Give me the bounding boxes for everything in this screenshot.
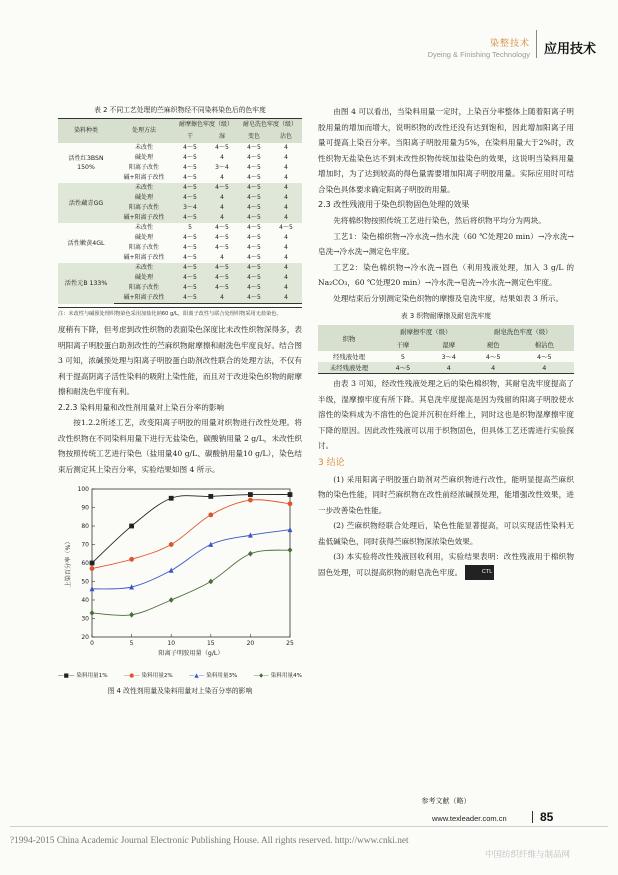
table2-head-change: 变色 bbox=[238, 131, 270, 143]
data-point bbox=[208, 513, 213, 518]
data-point bbox=[129, 524, 134, 529]
table2-cell: 4～5 bbox=[174, 153, 206, 163]
table2-cell: 4～5 bbox=[238, 223, 270, 233]
y-tick-label: 100 bbox=[77, 486, 89, 493]
table2-cell: 4 bbox=[206, 203, 238, 213]
table2-cell: 未改性 bbox=[114, 263, 174, 273]
y-tick-label: 40 bbox=[81, 597, 89, 604]
table2-caption: 表 2 不同工艺处理的苎麻织物经不同染料染色后的色牢度 bbox=[94, 106, 266, 114]
table2-cell: 4～5 bbox=[238, 283, 270, 293]
table3 bbox=[318, 325, 574, 373]
table2-cell: 4～5 bbox=[238, 243, 270, 253]
table-row bbox=[58, 263, 302, 273]
table2-cell: 4～5 bbox=[238, 153, 270, 163]
table2-cell: 4 bbox=[206, 173, 238, 183]
data-point bbox=[248, 551, 253, 557]
table2-cell: 4 bbox=[270, 283, 302, 293]
table2-cell: 4 bbox=[270, 143, 302, 153]
table2-head-dry: 干 bbox=[174, 131, 206, 143]
right-paragraph-5: 处理结束后分别测定染色织物的摩擦及皂洗牢度，结果如表 3 所示。 bbox=[333, 293, 564, 303]
left-paragraph-2: 按1.2.2所述工艺，改变阳离子明胶的用量对织物进行改性处理。将改性织物在不同染料用量下进行无盐染色，碳酸钠用量 2 g/L，未改性织物按照传统工艺进行染色（盐用量40 g/L、碳酸钠用量10 g/L），染色结束后测定其上染百分率，实验结果如图 4 所示。 bbox=[58, 418, 302, 474]
table3-head-fade: 褪色 bbox=[472, 338, 515, 351]
table2-cell: 4～5 bbox=[174, 233, 206, 243]
table2-cell: 阳离子改性 bbox=[114, 283, 174, 293]
header-divider bbox=[536, 30, 537, 58]
table2-cell: 阳离子改性 bbox=[114, 203, 174, 213]
journal-name-en: Dyeing & Finishing Technology bbox=[427, 50, 530, 59]
x-tick-label: 10 bbox=[167, 640, 176, 647]
table2-cell: 4～5 bbox=[206, 223, 238, 233]
process-1: 工艺1：染色棉织物→冷水洗→热水洗（60 ℃处理20 min）→冷水洗→皂洗→冷水洗→测定色牢度。 bbox=[318, 231, 574, 256]
data-point bbox=[288, 527, 293, 532]
figure4-chart bbox=[58, 483, 302, 683]
table2-cell: 未改性 bbox=[114, 223, 174, 233]
legend-label: 染料用量3% bbox=[206, 673, 238, 679]
table2-cell: 4～5 bbox=[238, 273, 270, 283]
table2-cell: 4 bbox=[270, 203, 302, 213]
table2-cell: 4～5 bbox=[206, 233, 238, 243]
table2-cell: 4～5 bbox=[238, 163, 270, 173]
table2-cell: 4～5 bbox=[238, 143, 270, 153]
table2-cell: 阳离子改性 bbox=[114, 163, 174, 173]
table2-head-wash: 耐皂洗色牢度（级） bbox=[238, 119, 302, 131]
heading-3-conclusion: 3 结论 bbox=[318, 457, 345, 468]
table-row bbox=[58, 223, 302, 233]
table2-cell: 4 bbox=[270, 293, 302, 304]
x-tick-label: 20 bbox=[246, 640, 255, 647]
conclusion-3-text: (3) 本实验将改性残液回收利用，实验结果表明：改性残液用于棉织物固色处理，可以提高织物的耐皂洗色牢度。 bbox=[318, 552, 574, 577]
legend-marker-icon: —■— bbox=[58, 673, 77, 679]
table2-note: 注：未改性与碱预处理织物染色采用加盐化钠60 g/L，阳离子改性与联合处理织物采用无盐染色。 bbox=[58, 307, 302, 318]
data-point bbox=[169, 496, 174, 501]
table2-cell: 4～5 bbox=[270, 223, 302, 233]
figure4-legend bbox=[58, 671, 302, 679]
plot-frame bbox=[92, 489, 290, 637]
legend-marker-icon: —▲— bbox=[188, 673, 207, 679]
table2-cell: 4 bbox=[270, 183, 302, 193]
table2-cell: 4 bbox=[206, 253, 238, 263]
table2-cell: 4～5 bbox=[238, 173, 270, 183]
table3-caption: 表 3 织物耐摩擦及耐皂洗牢度 bbox=[400, 312, 492, 320]
table2-cell: 碱处理 bbox=[114, 273, 174, 283]
table2-head-wet: 湿 bbox=[206, 131, 238, 143]
table2-cell: 未改性 bbox=[114, 143, 174, 153]
table3-cell: 3～4 bbox=[426, 351, 472, 362]
table2-cell: 4～5 bbox=[206, 143, 238, 153]
legend-item bbox=[253, 671, 302, 679]
table2-dye-name: 活性红3BSN 150% bbox=[58, 143, 114, 183]
series-line-1 bbox=[92, 494, 290, 563]
table2-cell: 4 bbox=[206, 153, 238, 163]
table2-cell: 4～5 bbox=[238, 263, 270, 273]
footer-divider bbox=[10, 826, 608, 827]
table3-cell: 未经残液处理 bbox=[318, 362, 380, 373]
table2-cell: 4～5 bbox=[238, 213, 270, 223]
copyright-notice: ?1994-2015 China Academic Journal Electronic Publishing House. All rights reserved. http://www.cnki.net bbox=[10, 836, 409, 846]
y-tick-label: 60 bbox=[81, 560, 89, 567]
legend-marker-icon: —◆— bbox=[253, 673, 271, 679]
data-point bbox=[208, 494, 213, 499]
legend-label: 染料用量4% bbox=[270, 673, 302, 679]
heading-2-2-3: 2.2.3 染料用量和改性剂用量对上染百分率的影响 bbox=[58, 402, 225, 412]
legend-marker-icon: —●— bbox=[123, 673, 142, 679]
table-row bbox=[58, 143, 302, 153]
x-tick-label: 0 bbox=[90, 640, 94, 647]
table2-cell: 4～5 bbox=[174, 283, 206, 293]
data-point bbox=[288, 492, 293, 497]
table2-cell: 5 bbox=[174, 223, 206, 233]
data-point bbox=[169, 597, 174, 603]
data-point bbox=[90, 566, 95, 571]
legend-item bbox=[124, 671, 173, 679]
table2-cell: 碱处理 bbox=[114, 153, 174, 163]
series-line-3 bbox=[92, 530, 290, 589]
data-point bbox=[248, 492, 253, 497]
table2-head-rub: 耐摩擦色牢度（级） bbox=[174, 119, 238, 131]
table2-cell: 碱处理 bbox=[114, 193, 174, 203]
table3-cell: 5 bbox=[380, 351, 426, 362]
y-tick-label: 80 bbox=[81, 523, 89, 530]
table2-cell: 碱+阳离子改性 bbox=[114, 253, 174, 263]
table2-cell: 4～5 bbox=[174, 183, 206, 193]
table3-head-wet: 湿摩 bbox=[426, 338, 472, 351]
table3-cell: 4～5 bbox=[380, 362, 426, 373]
table2-cell: 4～5 bbox=[174, 173, 206, 183]
process-2: 工艺2：染色棉织物→冷水洗→固色（利用残液处理，加入 3 g/L 的 Na₂CO₃，60 ℃处理20 min）→冷水洗→皂洗→冷水洗→测定色牢度。 bbox=[318, 262, 574, 287]
data-point bbox=[288, 501, 293, 506]
table2-cell: 4～5 bbox=[174, 193, 206, 203]
table3-head-cotton: 棉沾色 bbox=[515, 338, 574, 351]
table2-cell: 4～5 bbox=[174, 263, 206, 273]
table2-cell: 4～5 bbox=[206, 263, 238, 273]
data-point bbox=[90, 610, 95, 616]
legend-label: 染料用量1% bbox=[76, 673, 108, 679]
table-row bbox=[58, 183, 302, 193]
table2-head-stain: 沾色 bbox=[270, 131, 302, 143]
legend-item bbox=[189, 671, 238, 679]
data-point bbox=[90, 561, 95, 566]
right-paragraph-2: 先将棉织物按照传统工艺进行染色，然后将织物平均分为两块。 bbox=[333, 216, 546, 225]
table2-cell: 4 bbox=[270, 193, 302, 203]
table3-head-dry: 干摩 bbox=[380, 338, 426, 351]
legend-label: 染料用量2% bbox=[141, 673, 173, 679]
table3-head-fabric: 织物 bbox=[318, 325, 380, 351]
table2-cell: 4 bbox=[206, 193, 238, 203]
series-line-4 bbox=[92, 550, 290, 615]
table2-head-dye: 染料种类 bbox=[58, 119, 114, 143]
conclusion-2: (2) 苎麻织物经联合处理后，染色性能显著提高，可以实现活性染料无盐低碱染色，同时获得苎麻织物深浓染色效果。 bbox=[318, 521, 574, 546]
figure4-caption: 图 4 改性剂用量及染料用量对上染百分率的影响 bbox=[107, 687, 253, 695]
table2-cell: 4 bbox=[270, 253, 302, 263]
table2-cell: 4 bbox=[270, 173, 302, 183]
table2-cell: 4～5 bbox=[174, 163, 206, 173]
table3-cell: 4～5 bbox=[472, 351, 515, 362]
table2-head-method: 处理方法 bbox=[114, 119, 174, 143]
table2-cell: 4～5 bbox=[206, 243, 238, 253]
table-row bbox=[318, 362, 574, 373]
table2-cell: 4～5 bbox=[206, 273, 238, 283]
table2-cell: 4～5 bbox=[238, 253, 270, 263]
table3-cell: 4 bbox=[426, 362, 472, 373]
table2-cell: 碱+阳离子改性 bbox=[114, 173, 174, 183]
table2-cell: 3～4 bbox=[174, 203, 206, 213]
data-point bbox=[208, 579, 213, 585]
data-point bbox=[288, 547, 293, 553]
left-column bbox=[58, 104, 302, 695]
table2-dye-name: 活性嫩黄4GL bbox=[58, 223, 114, 263]
table3-cell: 4 bbox=[515, 362, 574, 373]
y-tick-label: 30 bbox=[81, 615, 89, 623]
table2-cell: 4 bbox=[270, 273, 302, 283]
table2-cell: 4～5 bbox=[206, 283, 238, 293]
table2-cell: 阳离子改性 bbox=[114, 243, 174, 253]
table2-dye-name: 活性元B 133% bbox=[58, 263, 114, 304]
table3-bottom-rule bbox=[318, 373, 574, 374]
data-point bbox=[129, 612, 134, 618]
y-axis-label: 上染百分率（%） bbox=[65, 538, 72, 588]
data-point bbox=[169, 568, 174, 573]
table2-cell: 4～5 bbox=[206, 183, 238, 193]
table3-cell: 4 bbox=[472, 362, 515, 373]
y-tick-label: 50 bbox=[81, 578, 89, 586]
y-tick-label: 20 bbox=[81, 634, 89, 641]
table2-cell: 4 bbox=[270, 213, 302, 223]
right-paragraph-1: 由图 4 可以看出，当染料用量一定时，上染百分率整体上随着阳离子明胶用量的增加而增大，说明织物的改性还没有达到饱和，因此增加阳离子用量可提高上染百分率。当阳离子明胶用量为5%，在染料用量大于2%时，改性织物无盐染色达不到未改性织物传统加盐染色的效果，这说明当染料用量增加时，为了达到较高的得色量需要增加阳离子明胶用量。实际应用时可结合染色具体要求确定阳离子明胶的用量。 bbox=[318, 107, 574, 194]
table2-cell: 4～5 bbox=[238, 193, 270, 203]
table2-cell: 4 bbox=[206, 293, 238, 304]
table2-dye-name: 活性藏青GG bbox=[58, 183, 114, 223]
x-tick-label: 5 bbox=[129, 640, 134, 647]
table2-cell: 4 bbox=[270, 233, 302, 243]
table2-cell: 4～5 bbox=[238, 293, 270, 304]
table2-cell: 4～5 bbox=[174, 293, 206, 304]
site-url[interactable]: www.texleader.com.cn bbox=[432, 814, 507, 823]
x-tick-label: 25 bbox=[286, 640, 294, 647]
table2-cell: 碱处理 bbox=[114, 233, 174, 243]
table2-cell: 3～4 bbox=[206, 163, 238, 173]
page-number: 85 bbox=[540, 810, 554, 824]
data-point bbox=[248, 498, 253, 503]
figure4-svg bbox=[58, 483, 302, 665]
table3-head-rub: 耐摩擦牢度（级） bbox=[380, 325, 472, 338]
table2-cell: 4 bbox=[270, 263, 302, 273]
table2-cell: 4 bbox=[270, 243, 302, 253]
left-paragraph-1: 度稍有下降，但考虑到改性织物的表面染色深度比未改性织物深得多，表明阳离子明胶蛋白助剂改性的苎麻织物耐摩擦和耐洗色牢度良好。结合图 3 可知，浓碱预处理与阳离子明胶蛋白助剂改性联合的处理方法，不仅有利于提高阴离子活性染料的吸附上染性能，而且对于改进染色织物的耐摩擦和耐洗色牢度有利。 bbox=[58, 325, 302, 396]
data-point bbox=[129, 557, 134, 562]
ctl-logo: CTL bbox=[465, 565, 495, 581]
references-note: 参考文献（略） bbox=[421, 797, 471, 805]
y-tick-label: 90 bbox=[81, 504, 89, 512]
table2-cell: 4～5 bbox=[174, 253, 206, 263]
table3-cell: 经残液处理 bbox=[318, 351, 380, 362]
journal-brand bbox=[427, 36, 530, 59]
x-tick-label: 15 bbox=[206, 640, 215, 647]
table-row bbox=[318, 351, 574, 362]
journal-name-cn: 染整技术 bbox=[489, 39, 530, 49]
legend-item bbox=[58, 671, 108, 679]
table2 bbox=[58, 119, 302, 304]
conclusion-3 bbox=[318, 549, 574, 580]
table2-cell: 碱+阳离子改性 bbox=[114, 213, 174, 223]
table2-cell: 4～5 bbox=[174, 213, 206, 223]
table2-cell: 碱+阳离子改性 bbox=[114, 293, 174, 304]
heading-2-3: 2.3 改性残液用于染色织物固色处理的效果 bbox=[318, 200, 470, 209]
table2-cell: 4 bbox=[270, 163, 302, 173]
table2-cell: 4～5 bbox=[174, 273, 206, 283]
watermark: 中国纺织纤维与制品网 bbox=[485, 850, 571, 860]
right-paragraph-6: 由表 3 可知，经改性残液处理之后的染色棉织物，其耐皂洗牢度提高了半级，湿摩擦牢度有所下降。其皂洗牢度提高是因为残留的阳离子明胶使水溶性的染料成为不溶性的色淀并沉积在纤维上，同时这也是织物湿摩擦牢度下降的原因。因此改性残液可以用于织物固色，但具体工艺还需进行实验探讨。 bbox=[318, 379, 574, 450]
table2-cell: 4～5 bbox=[238, 233, 270, 243]
table2-cell: 4～5 bbox=[238, 183, 270, 193]
table2-cell: 4～5 bbox=[174, 243, 206, 253]
table2-cell: 4 bbox=[270, 153, 302, 163]
x-axis-label: 阳离子明胶用量（g/L） bbox=[158, 650, 224, 657]
data-point bbox=[169, 542, 174, 547]
table2-cell: 4～5 bbox=[174, 143, 206, 153]
table2-cell: 未改性 bbox=[114, 183, 174, 193]
table2-cell: 4～5 bbox=[238, 203, 270, 213]
table2-cell: 4 bbox=[206, 213, 238, 223]
conclusion-1: (1) 采用阳离子明胶蛋白助剂对苎麻织物进行改性，能明显提高苎麻织物的染色性能，同时苎麻织物在改性前经浓碱预处理，能增强改性效果，进一步改善染色性能。 bbox=[318, 474, 574, 515]
y-tick-label: 70 bbox=[81, 541, 89, 549]
page-number-divider bbox=[532, 811, 533, 823]
table3-head-wash: 耐皂洗色牢度（级） bbox=[472, 325, 574, 338]
table3-cell: 4～5 bbox=[515, 351, 574, 362]
section-title: 应用技术 bbox=[544, 42, 597, 57]
right-column bbox=[318, 104, 574, 580]
table2-body bbox=[58, 143, 302, 304]
